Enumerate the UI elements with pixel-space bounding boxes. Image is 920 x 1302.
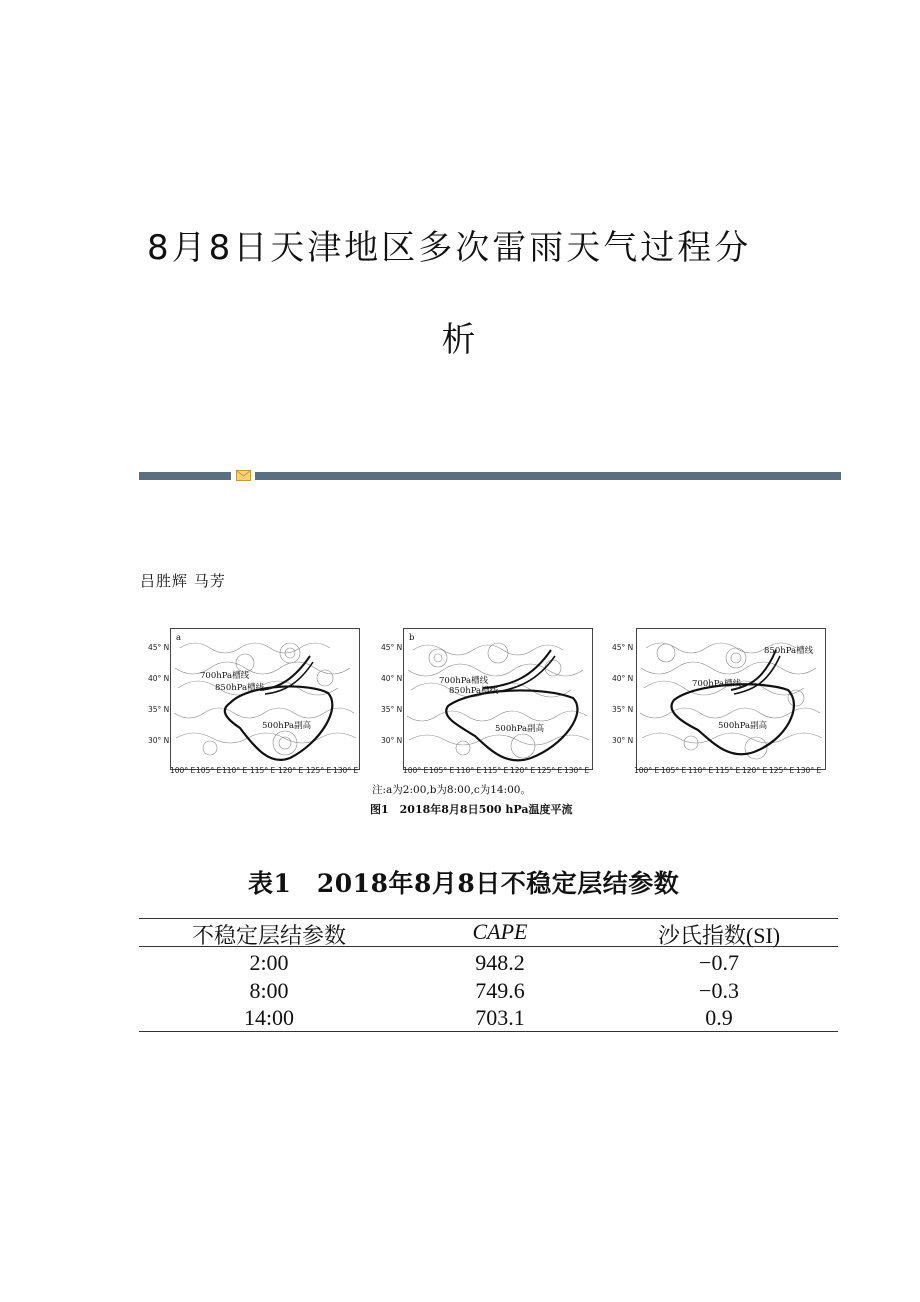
lon-label: 115° E bbox=[483, 766, 509, 775]
title-divider bbox=[139, 469, 841, 483]
label-500-c: 500hPa副高 bbox=[718, 721, 768, 731]
paper-title-line-1: 8月8日天津地区多次雷雨天气过程分 bbox=[147, 228, 752, 268]
label-850-a: 850hPa槽线 bbox=[215, 683, 265, 693]
lon-label: 120° E bbox=[278, 766, 304, 775]
weather-map-panel-a bbox=[170, 628, 360, 770]
lat-label: 40° N bbox=[148, 674, 170, 683]
table-cell: 8:00 bbox=[249, 978, 289, 1003]
weather-map-a bbox=[170, 628, 360, 770]
table-header-cell: 不稳定层结参数 bbox=[191, 923, 346, 948]
lon-label: 110° E bbox=[688, 766, 714, 775]
envelope-icon bbox=[236, 469, 251, 482]
lon-label: 100° E bbox=[403, 766, 429, 775]
lon-label: 130° E bbox=[564, 766, 590, 775]
lon-label: 120° E bbox=[742, 766, 768, 775]
lon-label: 105° E bbox=[196, 766, 222, 775]
table-cell: 749.6 bbox=[475, 978, 525, 1003]
lat-label: 45° N bbox=[612, 643, 634, 652]
label-500-b: 500hPa副高 bbox=[495, 724, 545, 734]
table-cell: 948.2 bbox=[475, 950, 525, 975]
lon-label: 125° E bbox=[537, 766, 563, 775]
lat-label: 45° N bbox=[148, 643, 170, 652]
lon-label: 115° E bbox=[250, 766, 276, 775]
lon-label: 115° E bbox=[715, 766, 741, 775]
lon-label: 100° E bbox=[170, 766, 196, 775]
table-cell: −0.7 bbox=[699, 950, 739, 975]
lat-label: 30° N bbox=[148, 736, 170, 745]
lon-label: 130° E bbox=[796, 766, 822, 775]
table-cell: 703.1 bbox=[475, 1005, 525, 1030]
table-caption: 表1 2018年8月8日不稳定层结参数 bbox=[248, 869, 680, 898]
paper-title-line-2: 析 bbox=[441, 320, 479, 360]
weather-map-panel-b bbox=[403, 628, 593, 770]
label-850-b: 850hPa槽线 bbox=[449, 686, 499, 696]
weather-map-b bbox=[403, 628, 593, 770]
divider-right-bar bbox=[255, 472, 841, 480]
lon-label: 105° E bbox=[429, 766, 455, 775]
lon-label: 100° E bbox=[634, 766, 660, 775]
label-850-c: 850hPa槽线 bbox=[764, 646, 814, 656]
lon-label: 110° E bbox=[456, 766, 482, 775]
panel-letter-b: b bbox=[409, 633, 415, 643]
label-700-c: 700hPa槽线 bbox=[692, 679, 742, 689]
lat-label: 40° N bbox=[612, 674, 634, 683]
table-cell: 2:00 bbox=[249, 950, 289, 975]
table-cell: −0.3 bbox=[699, 978, 739, 1003]
label-700-b: 700hPa槽线 bbox=[439, 676, 489, 686]
panel-letter-a: a bbox=[176, 633, 182, 643]
figure-caption: 图1 2018年8月8日500 hPa温度平流 bbox=[370, 803, 573, 816]
lon-label: 125° E bbox=[769, 766, 795, 775]
lat-label: 30° N bbox=[612, 736, 634, 745]
table-header-cell: 沙氏指数(SI) bbox=[657, 923, 781, 948]
lat-label: 35° N bbox=[148, 705, 170, 714]
lat-label: 45° N bbox=[381, 643, 403, 652]
figure-note: 注:a为2:00,b为8:00,c为14:00。 bbox=[372, 784, 531, 796]
weather-map-panel-c bbox=[636, 628, 826, 770]
author-list: 吕胜辉 马芳 bbox=[140, 572, 226, 590]
lon-label: 125° E bbox=[306, 766, 332, 775]
lon-label: 105° E bbox=[661, 766, 687, 775]
lon-label: 130° E bbox=[333, 766, 359, 775]
lat-label: 40° N bbox=[381, 674, 403, 683]
lat-label: 35° N bbox=[381, 705, 403, 714]
lon-label: 120° E bbox=[510, 766, 536, 775]
lon-label: 110° E bbox=[222, 766, 248, 775]
label-700-a: 700hPa槽线 bbox=[200, 671, 250, 681]
lat-label: 35° N bbox=[612, 705, 634, 714]
table-cell: 14:00 bbox=[243, 1005, 295, 1030]
divider-left-bar bbox=[139, 472, 231, 480]
label-500-a: 500hPa副高 bbox=[262, 721, 312, 731]
table-header-cell: CAPE bbox=[472, 919, 528, 944]
lat-label: 30° N bbox=[381, 736, 403, 745]
table-cell: 0.9 bbox=[705, 1005, 733, 1030]
table-bottom-rule bbox=[139, 1031, 838, 1032]
weather-map-c bbox=[636, 628, 826, 770]
